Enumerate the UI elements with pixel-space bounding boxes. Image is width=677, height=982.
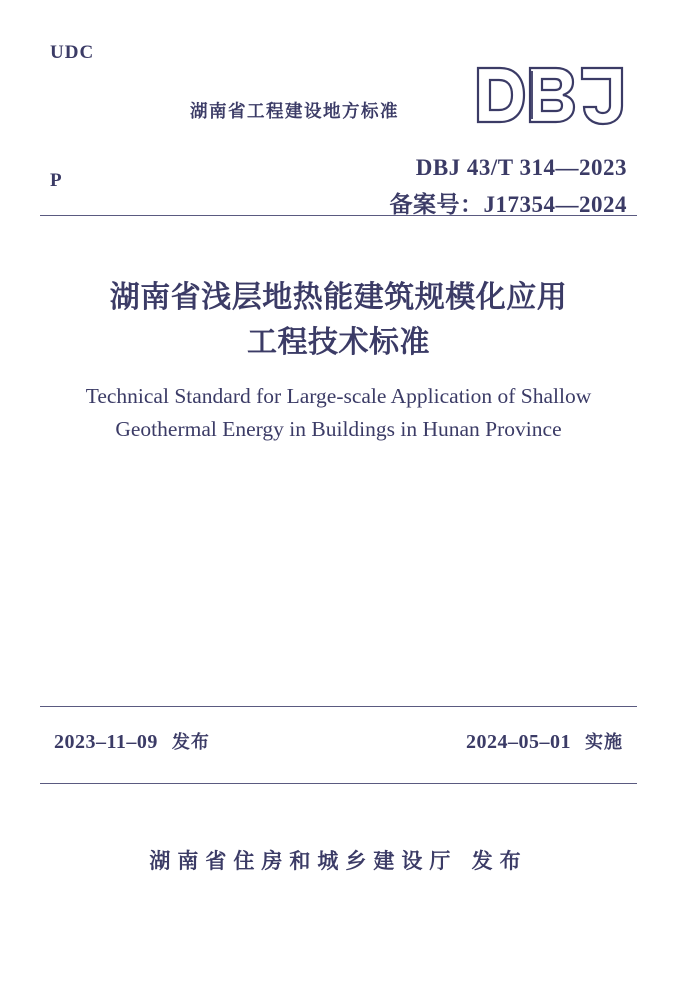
divider-top (40, 215, 637, 216)
publisher-line: 湖南省住房和城乡建设厅 发布 (149, 849, 528, 873)
standard-number: DBJ 43/T 314—2023 (415, 155, 627, 180)
issue-date: 2023–11–09 (54, 731, 158, 753)
title-english-line-2: Geothermal Energy in Buildings in Hunan Province (115, 417, 562, 441)
effective-date: 2024–05–01 (466, 731, 571, 753)
record-number: 备案号：J17354—2024 (389, 192, 627, 217)
classification-p-label: P (50, 170, 62, 191)
series-title: 湖南省工程建设地方标准 (190, 102, 399, 122)
cover-header (40, 30, 637, 217)
issue-date-group (54, 728, 210, 754)
effective-date-group (466, 728, 623, 754)
title-english-line-1: Technical Standard for Large-scale Application of Shallow (85, 384, 592, 408)
title-chinese-line-2: 工程技术标准 (247, 325, 430, 360)
title-english (40, 380, 637, 446)
issue-date-word: 发布 (171, 732, 210, 753)
divider-middle (40, 706, 637, 707)
udc-label: UDC (50, 42, 95, 63)
title-chinese (40, 275, 637, 365)
title-chinese-line-1: 湖南省浅层地热能建筑规模化应用 (109, 280, 568, 315)
dbj-logo (470, 62, 630, 130)
dates-row (40, 728, 637, 762)
effective-date-word: 实施 (585, 732, 623, 753)
divider-bottom (40, 783, 637, 784)
